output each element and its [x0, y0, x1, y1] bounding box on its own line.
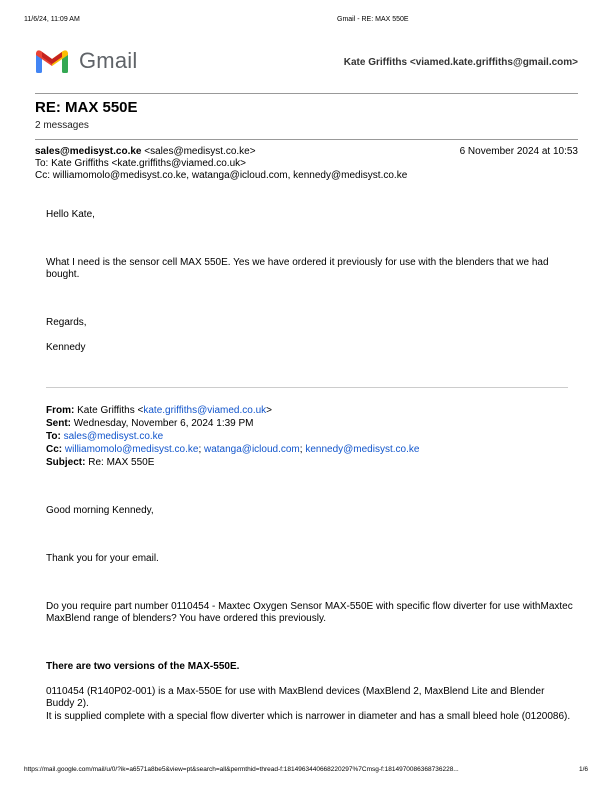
- cc-email-link-1[interactable]: williamomolo@medisyst.co.ke: [64, 444, 199, 455]
- from-name: Kate Griffiths <: [74, 405, 144, 416]
- from-close: >: [266, 405, 273, 416]
- versions-heading-text: There are two versions of the MAX-550E.: [46, 661, 240, 672]
- quoted-cc: [46, 444, 574, 456]
- print-footer: [24, 766, 588, 776]
- quoted-subject: [46, 457, 574, 469]
- to-label: To:: [46, 431, 61, 442]
- thread-divider: [35, 139, 578, 140]
- quoted-from: [46, 405, 574, 417]
- account-name: Kate Griffiths <viamed.kate.griffiths@gmail.com>: [343, 57, 578, 68]
- cc-email-link-3[interactable]: kennedy@medisyst.co.ke: [305, 444, 420, 455]
- signature-name: Kennedy: [46, 342, 86, 353]
- quoted-sent: [46, 418, 574, 430]
- page-number: 1/6: [578, 766, 588, 773]
- message-from: [35, 146, 256, 157]
- quote-divider: [46, 387, 568, 388]
- quoted-thanks: Thank you for your email.: [46, 553, 159, 564]
- thread-subject: RE: MAX 550E: [35, 99, 138, 116]
- sender-email: sales@medisyst.co.ke: [35, 146, 142, 157]
- regards: Regards,: [46, 317, 87, 328]
- quoted-paragraph: Do you require part number 0110454 - Maxtec Oxygen Sensor MAX-550E with specific flow diverter for use withMaxtec MaxBlend range of blenders? You have ordered this previously.: [46, 601, 573, 624]
- cc-label: Cc:: [46, 444, 63, 455]
- quoted-to: [46, 431, 574, 443]
- message-to: To: Kate Griffiths <kate.griffiths@viamed.co.uk>: [35, 158, 246, 169]
- message-cc: Cc: williamomolo@medisyst.co.ke, watanga@icloud.com, kennedy@medisyst.co.ke: [35, 170, 408, 181]
- message-date: 6 November 2024 at 10:53: [459, 146, 578, 157]
- header-divider: [35, 93, 578, 94]
- footer-url: https://mail.google.com/mail/u/0/?ik=a6571a8be5&view=pt&search=all&permthid=thread-f:1814963440668220297%7Cmsg-f:1814970086368736228...: [24, 766, 459, 773]
- body-paragraph: What I need is the sensor cell MAX 550E. Yes we have ordered it previously for use with the blenders that we had bought.: [46, 257, 549, 280]
- gmail-wordmark: Gmail: [79, 48, 138, 73]
- from-email-link[interactable]: kate.griffiths@viamed.co.uk: [143, 405, 267, 416]
- print-title: Gmail - RE: MAX 550E: [337, 16, 409, 23]
- gmail-logo: [35, 46, 145, 76]
- sender-address: <sales@medisyst.co.ke>: [141, 146, 256, 157]
- version-paragraph-1: 0110454 (R140P02-001) is a Max-550E for use with MaxBlend devices (MaxBlend 2, MaxBlend Lite and Blender Buddy 2).: [46, 686, 545, 709]
- message-count: 2 messages: [35, 120, 89, 131]
- cc-email-link-2[interactable]: watanga@icloud.com: [204, 444, 300, 455]
- from-label: From:: [46, 405, 75, 416]
- greeting: Hello Kate,: [46, 209, 95, 220]
- print-date: 11/6/24, 11:09 AM: [24, 16, 80, 23]
- print-header: [24, 16, 588, 26]
- version-paragraph-2: It is supplied complete with a special flow diverter which is narrower in diameter and has a small bleed hole (0120086).: [46, 711, 571, 722]
- subject-label: Subject:: [46, 457, 86, 468]
- subject-value: Re: MAX 550E: [85, 457, 155, 468]
- sent-value: Wednesday, November 6, 2024 1:39 PM: [71, 418, 254, 429]
- cc-separator: ;: [299, 444, 306, 455]
- versions-heading: [46, 661, 574, 673]
- to-email-link[interactable]: sales@medisyst.co.ke: [63, 431, 164, 442]
- gmail-envelope-icon: [35, 48, 69, 74]
- sent-label: Sent:: [46, 418, 71, 429]
- quoted-greeting: Good morning Kennedy,: [46, 505, 154, 516]
- cc-separator: ;: [198, 444, 204, 455]
